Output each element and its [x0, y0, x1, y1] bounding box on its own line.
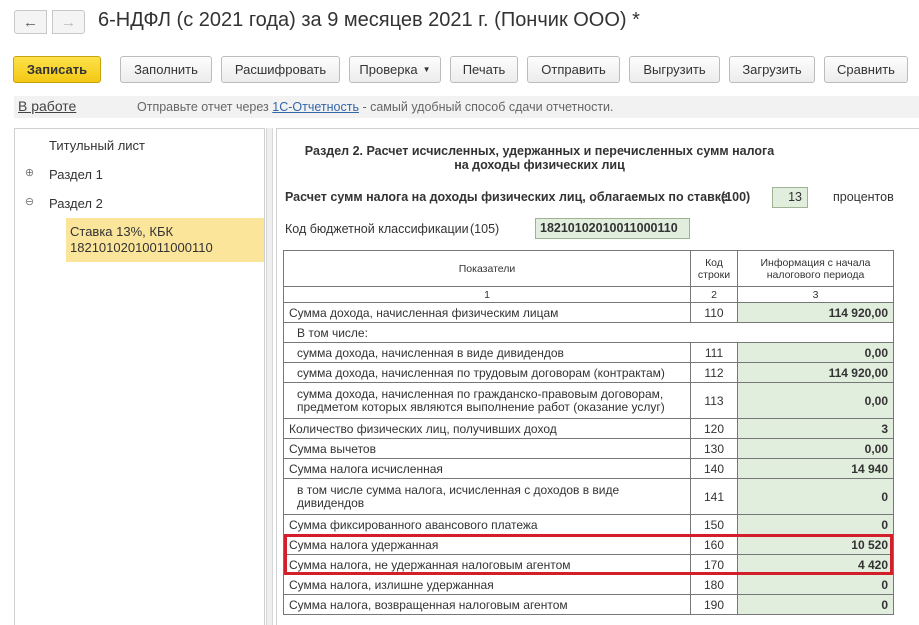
row-value[interactable]: 0 — [738, 595, 894, 615]
forward-button[interactable] — [52, 10, 85, 34]
row-label: Сумма фиксированного авансового платежа — [284, 515, 691, 535]
table-row — [284, 363, 894, 383]
status-line — [0, 96, 919, 118]
panel-splitter[interactable] — [266, 128, 273, 625]
sidebar-item-label: Титульный лист — [49, 138, 146, 153]
row-value[interactable]: 114 920,00 — [738, 363, 894, 383]
print-button[interactable]: Печать — [450, 56, 518, 83]
row-value[interactable]: 114 920,00 — [738, 303, 894, 323]
row-value[interactable]: 0 — [738, 575, 894, 595]
row-label: сумма дохода, начисленная в виде дивидендов — [284, 343, 691, 363]
kbk-field[interactable]: 18210102010011000110 — [535, 218, 690, 239]
table-row — [284, 459, 894, 479]
title-bar — [0, 0, 919, 46]
rate-label: Расчет сумм налога на доходы физических лиц, облагаемых по ставке — [285, 190, 729, 204]
sidebar-item-title-page[interactable] — [15, 131, 264, 159]
hint-text-after: - самый удобный способ сдачи отчетности. — [358, 100, 614, 114]
row-value[interactable]: 0 — [738, 515, 894, 535]
decode-button[interactable]: Расшифровать — [221, 56, 340, 83]
sidebar-item-label: Раздел 2 — [49, 196, 103, 211]
header-code-line1: Код — [705, 256, 723, 269]
row-code: 110 — [691, 303, 738, 323]
row-code: 160 — [691, 535, 738, 555]
column-number: 1 — [284, 287, 691, 303]
check-button-label: Проверка — [359, 62, 418, 77]
row-code: 111 — [691, 343, 738, 363]
including-label: В том числе: — [284, 323, 894, 343]
table-row — [284, 535, 894, 555]
status-hint — [137, 100, 614, 114]
state-link[interactable]: В работе — [18, 98, 77, 114]
table-row — [284, 343, 894, 363]
row-label: Сумма дохода, начисленная физическим лицам — [284, 303, 691, 323]
header-info — [738, 251, 894, 287]
sidebar-item-label: Раздел 1 — [49, 167, 103, 182]
row-label: Сумма налога, возвращенная налоговым агентом — [284, 595, 691, 615]
rate-code: (100) — [721, 190, 751, 204]
row-value[interactable]: 3 — [738, 419, 894, 439]
row-value[interactable]: 0,00 — [738, 343, 894, 363]
header-code — [691, 251, 738, 287]
table-row — [284, 515, 894, 535]
row-value[interactable]: 0,00 — [738, 383, 894, 419]
column-number: 2 — [691, 287, 738, 303]
back-button[interactable] — [14, 10, 47, 34]
expander-icon — [24, 139, 35, 150]
indicators-table — [283, 250, 894, 615]
kbk-code: (105) — [470, 222, 500, 236]
rate-unit: процентов — [833, 190, 894, 204]
row-value[interactable]: 14 940 — [738, 459, 894, 479]
sections-panel — [14, 128, 265, 625]
table-row — [284, 595, 894, 615]
table-row — [284, 555, 894, 575]
arrow-right-icon: → — [61, 13, 76, 31]
row-code: 113 — [691, 383, 738, 419]
section-title-line2: на доходы физических лиц — [454, 158, 625, 172]
table-row-including — [284, 323, 894, 343]
header-info-line2: налогового периода — [766, 268, 865, 281]
chevron-down-icon: ▼ — [422, 65, 431, 74]
report-form — [276, 128, 919, 625]
row-code: 112 — [691, 363, 738, 383]
table-row — [284, 303, 894, 323]
column-number: 3 — [738, 287, 894, 303]
header-code-line2: строки — [697, 268, 731, 281]
section-title — [277, 144, 802, 172]
row-code: 141 — [691, 479, 738, 515]
rate-field[interactable]: 13 — [772, 187, 808, 208]
save-button[interactable]: Записать — [13, 56, 101, 83]
table-row — [284, 479, 894, 515]
toolbar — [0, 56, 919, 84]
section-title-line1: Раздел 2. Расчет исчисленных, удержанных и перечисленных сумм налога — [304, 144, 775, 158]
sidebar-item-section-2[interactable] — [15, 189, 264, 217]
row-label: Сумма налога удержанная — [284, 535, 691, 555]
row-value[interactable]: 10 520 — [738, 535, 894, 555]
hint-text-before: Отправьте отчет через — [137, 100, 273, 114]
row-code: 140 — [691, 459, 738, 479]
row-value[interactable]: 4 420 — [738, 555, 894, 575]
sidebar-item-rate-kbk[interactable] — [66, 218, 264, 262]
table-row — [284, 575, 894, 595]
row-value[interactable]: 0,00 — [738, 439, 894, 459]
row-label: сумма дохода, начисленная по трудовым договорам (контрактам) — [284, 363, 691, 383]
row-code: 120 — [691, 419, 738, 439]
sidebar-sub-line2: 18210102010011000110 — [70, 240, 213, 255]
compare-button[interactable]: Сравнить — [824, 56, 908, 83]
row-value[interactable]: 0 — [738, 479, 894, 515]
row-code: 150 — [691, 515, 738, 535]
row-label: сумма дохода, начисленная по гражданско-правовым договорам, предметом которых являются выполнение работ (оказание услуг) — [284, 383, 691, 419]
row-label: Сумма налога, не удержанная налоговым агентом — [284, 555, 691, 575]
check-dropdown-button[interactable] — [349, 56, 441, 83]
expand-plus-icon[interactable]: ⊕ — [24, 167, 35, 179]
row-label: Сумма налога, излишне удержанная — [284, 575, 691, 595]
send-button[interactable]: Отправить — [527, 56, 620, 83]
row-code: 190 — [691, 595, 738, 615]
header-indicators: Показатели — [284, 251, 691, 287]
sidebar-item-section-1[interactable] — [15, 160, 264, 188]
export-button[interactable]: Выгрузить — [629, 56, 720, 83]
window-title: 6-НДФЛ (с 2021 года) за 9 месяцев 2021 г. (Пончик ООО) * — [98, 9, 640, 31]
sidebar-sub-line1: Ставка 13%, КБК — [70, 224, 174, 239]
header-info-line1: Информация с начала — [760, 256, 871, 269]
row-label: в том числе сумма налога, исчисленная с доходов в виде дивидендов — [284, 479, 691, 515]
row-label: Сумма налога исчисленная — [284, 459, 691, 479]
table-row — [284, 439, 894, 459]
arrow-left-icon: ← — [23, 13, 38, 31]
row-label: Сумма вычетов — [284, 439, 691, 459]
column-numbers-row — [284, 287, 894, 303]
row-code: 180 — [691, 575, 738, 595]
kbk-label: Код бюджетной классификации — [285, 222, 469, 236]
collapse-minus-icon[interactable]: ⊖ — [24, 196, 35, 208]
row-code: 130 — [691, 439, 738, 459]
fill-button[interactable]: Заполнить — [120, 56, 212, 83]
table-header-row — [284, 251, 894, 287]
table-row — [284, 383, 894, 419]
row-label: Количество физических лиц, получивших доход — [284, 419, 691, 439]
row-code: 170 — [691, 555, 738, 575]
import-button[interactable]: Загрузить — [729, 56, 815, 83]
table-row — [284, 419, 894, 439]
reporting-service-link[interactable]: 1С-Отчетность — [272, 100, 359, 114]
